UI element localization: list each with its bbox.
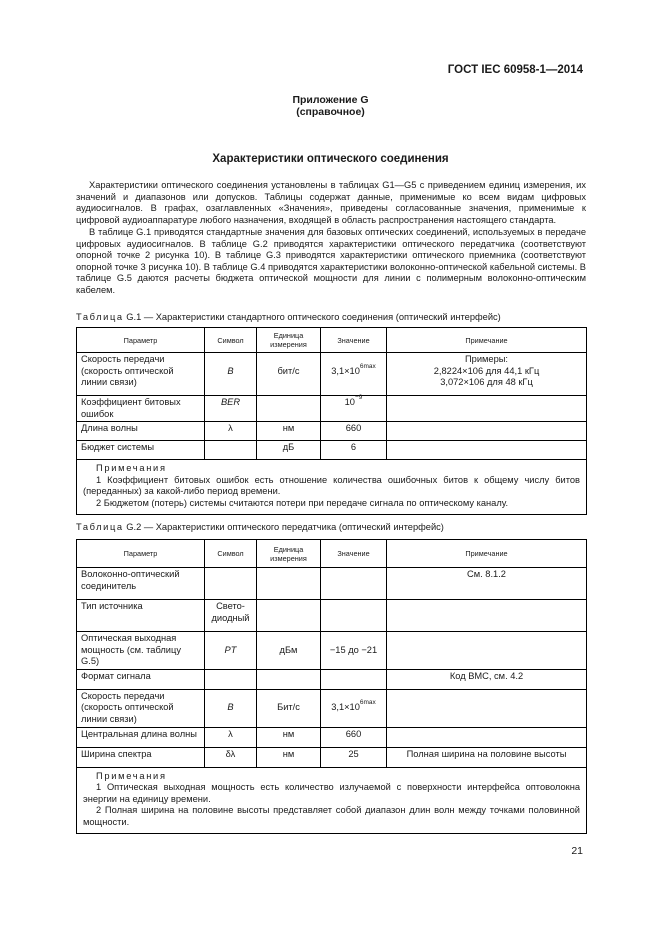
table-cell-symbol: B [205, 689, 257, 727]
table-cell-symbol [205, 568, 257, 600]
table-cell-param: Центральная длина волны [77, 727, 205, 747]
table-cell-unit: нм [257, 727, 321, 747]
table2-header-param: Параметр [77, 540, 205, 568]
table1-header-unit: Единица измерения [257, 328, 321, 353]
table1-header-value: Значение [321, 328, 387, 353]
table-cell-param: Скорость передачи (скорость оптической линии связи) [77, 353, 205, 396]
value-base: 3,1×10 [331, 366, 360, 376]
table-row [77, 632, 587, 670]
table-cell-value [321, 689, 387, 727]
table2-caption-word: Таблица [76, 522, 124, 532]
table-row [77, 727, 587, 747]
table1-notes [77, 460, 587, 514]
table1-caption-text: G.1 — Характеристики стандартного оптического соединения (оптический интерфейс) [126, 312, 501, 322]
appendix-title: Приложение G [292, 94, 369, 106]
table-cell-note [387, 727, 587, 747]
table-row [77, 396, 587, 422]
table-cell-unit: бит/с [257, 353, 321, 396]
table-cell-symbol [205, 441, 257, 460]
table-cell-note [387, 600, 587, 632]
table-cell-symbol: PT [205, 632, 257, 670]
value-exponent: −9 [354, 394, 363, 401]
table-cell-symbol: B [205, 353, 257, 396]
table-row [77, 669, 587, 689]
table-cell-note [387, 441, 587, 460]
table1-header-note: Примечание [387, 328, 587, 353]
table-row [77, 353, 587, 396]
table-cell-param: Оптическая выходная мощность (см. таблицу G.5) [77, 632, 205, 670]
table-cell-value [321, 669, 387, 689]
paragraph-2: В таблице G.1 приводятся стандартные значения для базовых оптических соединений, используемых в передаче цифровых аудиосигналов. В таблице G.2 приводятся характеристики оптического передатчика (соответствуют опорной точке 2 рисунка 10). В таблице G.3 приводятся характеристики оптического приемника (соответствуют опорной точке 3 рисунка 10). В таблице G.4 приводятся характеристики волоконно-оптической кабельной системы. В таблице G.5 даются расчеты бюджета оптической мощности для линии с полимерным волоконно-оптическим кабелем. [76, 227, 586, 295]
table-cell-value [321, 396, 387, 422]
table-cell-unit: дБм [257, 632, 321, 670]
table-notes-row [77, 767, 587, 833]
table1-header-symbol: Символ [205, 328, 257, 353]
table-row [77, 689, 587, 727]
table-cell-note [387, 396, 587, 422]
table-cell-unit: дБ [257, 441, 321, 460]
table-cell-param: Скорость передачи (скорость оптической линии связи) [77, 689, 205, 727]
table-notes-row [77, 460, 587, 514]
table1-caption-word: Таблица [76, 312, 124, 322]
table-cell-unit [257, 600, 321, 632]
notes-title: Примечания [96, 463, 167, 474]
section-title: Характеристики оптического соединения [212, 153, 449, 165]
note-line: 3,072×106 для 48 кГц [440, 377, 533, 388]
table2-header-unit: Единица измерения [257, 540, 321, 568]
table-cell-symbol: λ [205, 422, 257, 441]
value-exponent: 6max [359, 699, 376, 707]
note-line: 2,8224×106 для 44,1 кГц [433, 365, 540, 376]
table-row [77, 600, 587, 632]
table-cell-unit [257, 568, 321, 600]
table2-notes [77, 767, 587, 833]
table-cell-symbol: δλ [205, 747, 257, 767]
table-row [77, 568, 587, 600]
table2-caption [76, 522, 444, 532]
table-cell-unit: нм [257, 747, 321, 767]
standard-header: ГОСТ IEC 60958-1—2014 [447, 64, 583, 76]
table-cell-param: Длина волны [77, 422, 205, 441]
table-cell-param: Ширина спектра [77, 747, 205, 767]
table-cell-param: Бюджет системы [77, 441, 205, 460]
table-g1 [76, 327, 587, 515]
note-item: 2 Бюджетом (потерь) системы считаются потери при передаче сигнала по оптическому каналу. [96, 497, 509, 508]
table-cell-note [387, 353, 587, 396]
table-g2 [76, 539, 587, 834]
note-item: 2 Полная ширина на половине высоты представляет собой диапазон длин волн между точками половинной мощности. [83, 805, 580, 827]
table-cell-unit: нм [257, 422, 321, 441]
table-cell-param: Формат сигнала [77, 669, 205, 689]
table-cell-value: 660 [321, 422, 387, 441]
note-item: 1 Коэффициент битовых ошибок есть отношение количества ошибочных битов к общему числу битов (переданных) за какой-либо период времени. [83, 474, 580, 497]
table-cell-value: 6 [321, 441, 387, 460]
table-cell-param: Коэффициент битовых ошибок [77, 396, 205, 422]
table-cell-param: Волоконно-оптический соединитель [77, 568, 205, 600]
table-cell-unit [257, 396, 321, 422]
table1-header-param: Параметр [77, 328, 205, 353]
table2-header-symbol: Символ [205, 540, 257, 568]
notes-title: Примечания [96, 770, 167, 781]
table-cell-note [387, 632, 587, 670]
paragraph-1: Характеристики оптического соединения установлены в таблицах G1—G5 с приведением единиц измерения, их значений и диапазонов или допусков. Таблицы содержат данные, применимые ко всем видам цифровых аудиосигналов. В графах, озаглавленных «Значения», приведены согласованные значения, применимые к цифровой аудиоаппаратуре любого назначения, входящей в область распространения настоящего стандарта. [76, 180, 586, 225]
table-row [77, 441, 587, 460]
table-cell-symbol [205, 669, 257, 689]
note-item: 1 Оптическая выходная мощность есть количество излучаемой с поверхности интерфейса оптоволокна энергии на единицу времени. [83, 782, 580, 804]
table-cell-note [387, 689, 587, 727]
table-row [77, 747, 587, 767]
table-cell-symbol: λ [205, 727, 257, 747]
table-cell-note: См. 8.1.2 [387, 568, 587, 600]
table-cell-note: Полная ширина на половине высоты [387, 747, 587, 767]
appendix-subtitle: (справочное) [296, 106, 365, 118]
table-row [77, 422, 587, 441]
table2-header-note: Примечание [387, 540, 587, 568]
table-cell-unit: Бит/с [257, 689, 321, 727]
table-cell-value [321, 568, 387, 600]
note-line: Примеры: [464, 354, 509, 364]
table-cell-unit [257, 669, 321, 689]
value-exponent: 6max [359, 363, 376, 370]
table-cell-note: Код BMC, см. 4.2 [387, 669, 587, 689]
value-base: 3,1×10 [331, 702, 360, 713]
table2-header-value: Значение [321, 540, 387, 568]
page-number: 21 [571, 845, 583, 857]
table-cell-note [387, 422, 587, 441]
table2-caption-text: G.2 — Характеристики оптического передатчика (оптический интерфейс) [126, 522, 444, 532]
value-base: 10 [344, 397, 355, 407]
table-cell-param: Тип источника [77, 600, 205, 632]
table-cell-symbol: Свето-диодный [205, 600, 257, 632]
table1-caption [76, 312, 501, 322]
table-cell-value: −15 до −21 [321, 632, 387, 670]
table-cell-value: 25 [321, 747, 387, 767]
table-cell-symbol: BER [205, 396, 257, 422]
table-cell-value [321, 353, 387, 396]
table-cell-value [321, 600, 387, 632]
table-cell-value: 660 [321, 727, 387, 747]
